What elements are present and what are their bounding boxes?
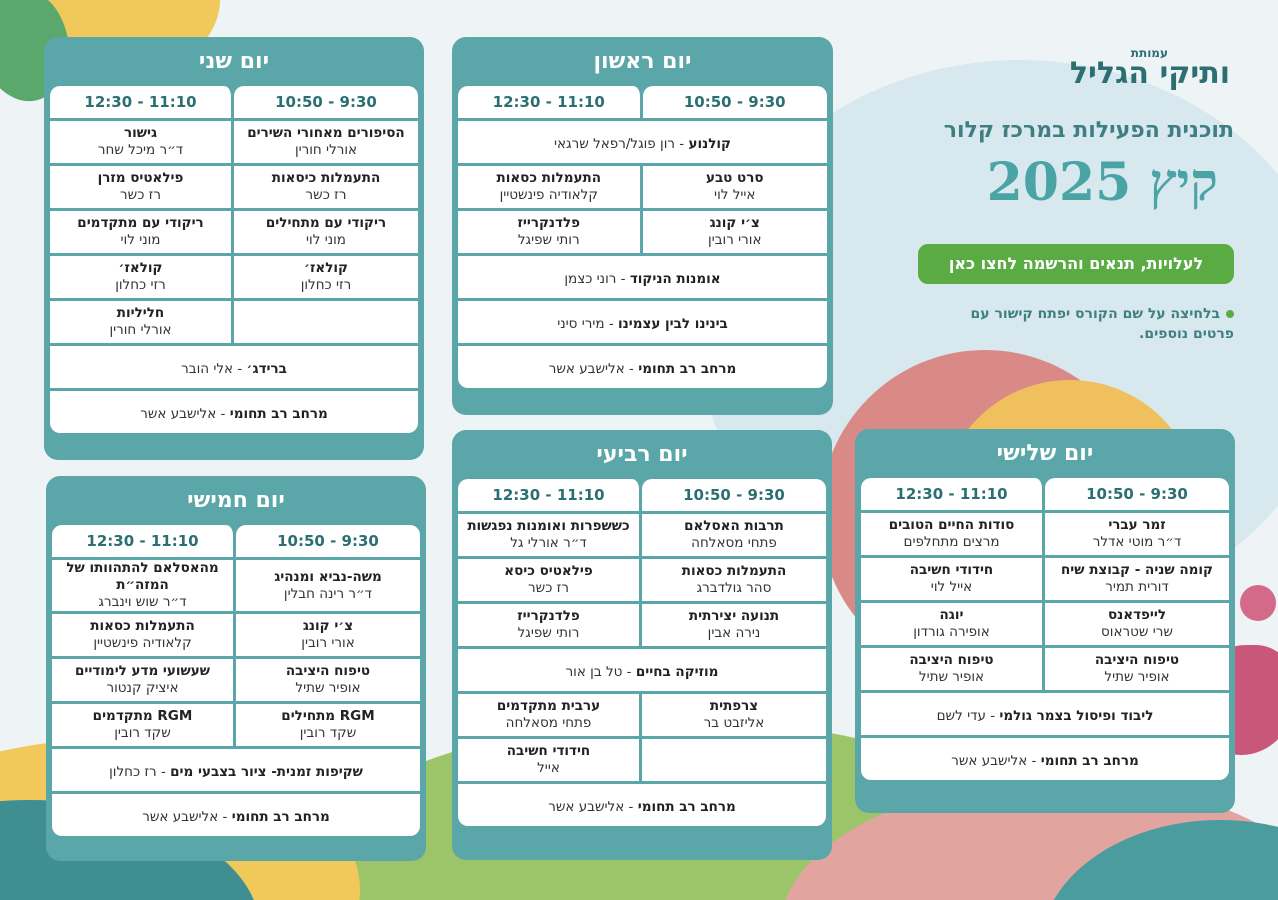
schedule-table <box>458 476 826 829</box>
instructor-name: פתחי מסאלחה <box>691 535 777 551</box>
course-name: חידודי חשיבה <box>909 562 994 578</box>
time-slot-header: 9:30 - 10:50 <box>642 479 826 511</box>
schedule-table <box>861 475 1229 783</box>
course-cell[interactable] <box>642 514 826 556</box>
course-name: הסיפורים מאחורי השירים <box>247 125 405 141</box>
course-cell[interactable] <box>643 166 828 208</box>
course-cell-full[interactable] <box>861 738 1229 780</box>
time-header-row <box>861 478 1229 510</box>
course-name: פלדנקרייז <box>517 215 581 231</box>
course-name: ברידג׳ <box>246 360 287 377</box>
table-row <box>861 603 1229 645</box>
course-cell[interactable] <box>234 211 418 253</box>
table-row <box>50 211 418 253</box>
instructor-name: נירה אבין <box>707 625 761 641</box>
course-cell[interactable] <box>1045 558 1229 600</box>
course-name: בינינו לבין עצמינו <box>618 315 728 332</box>
instructor-name: אלישבע אשר <box>548 360 625 377</box>
course-cell[interactable] <box>1045 603 1229 645</box>
instructor-name: אורלי חורין <box>109 322 172 338</box>
course-name: סרט טבע <box>705 170 764 186</box>
day-title: יום ראשון <box>593 49 692 74</box>
course-name: ערבית מתקדמים <box>496 698 601 714</box>
instructor-name: אורלי חורין <box>294 142 358 158</box>
course-cell-full[interactable] <box>50 391 418 433</box>
course-name: התעמלות כסאות <box>681 563 787 579</box>
course-name: קולנוע <box>688 135 731 152</box>
course-name: קולאז׳ <box>118 260 163 276</box>
course-cell[interactable] <box>236 614 420 656</box>
time-header-row <box>458 479 826 511</box>
season-title: קיץ 2025 <box>986 152 1218 213</box>
instructor-name: רז כשר <box>120 187 161 203</box>
course-cell[interactable] <box>642 694 826 736</box>
course-cell[interactable] <box>861 513 1045 555</box>
instructor-name: ד״ר מוטי אדלר <box>1092 534 1182 550</box>
course-cell[interactable] <box>50 301 234 343</box>
instructor-name: מירי סיני <box>557 315 605 332</box>
time-slot-header: 9:30 - 10:50 <box>234 86 418 118</box>
time-slot-header: 9:30 - 10:50 <box>643 86 828 118</box>
table-row <box>50 256 418 298</box>
instructor-name: אופירה גורדון <box>913 624 990 640</box>
course-cell[interactable] <box>458 166 643 208</box>
table-row <box>458 121 827 163</box>
course-cell[interactable] <box>458 559 642 601</box>
table-row <box>458 604 826 646</box>
instructor-name: דורית תמיר <box>1105 579 1169 595</box>
course-cell <box>234 301 418 343</box>
time-slot-header: 11:10 - 12:30 <box>50 86 234 118</box>
course-name: התעמלות כסאות <box>90 618 195 634</box>
page-title: תוכנית הפעילות במרכז קלור <box>943 118 1234 143</box>
instructor-name: אליזבט בר <box>703 715 765 731</box>
separator: - <box>218 808 232 825</box>
course-name: מרחב רב תחומי <box>637 798 736 815</box>
day-panel-monday <box>44 37 424 460</box>
course-name: כששפרות ואומנות נפגשות <box>467 518 630 534</box>
course-cell[interactable] <box>52 704 236 746</box>
instructor-name: קלאודיה פינשטיין <box>93 635 192 651</box>
course-cell-full[interactable] <box>458 649 826 691</box>
course-name: משה-נביא ומנהיג <box>274 568 382 585</box>
course-name: טיפוח היציבה <box>285 663 371 679</box>
logo-small-text: עמותת <box>1130 46 1168 60</box>
course-cell[interactable] <box>234 166 418 208</box>
course-name: פילאטיס כיסא <box>504 563 593 579</box>
course-cell[interactable] <box>52 560 236 611</box>
course-name: צ׳י קונג <box>302 618 354 634</box>
schedule-table <box>50 83 418 436</box>
course-cell[interactable] <box>50 121 234 163</box>
table-row <box>52 614 420 656</box>
separator: - <box>233 360 247 377</box>
instructor-name: אלי הובר <box>181 360 234 377</box>
bullet-icon <box>1226 310 1234 318</box>
schedule-table <box>52 522 420 839</box>
course-cell[interactable] <box>236 659 420 701</box>
course-cell[interactable] <box>50 211 234 253</box>
instructor-name: שקד רובין <box>299 725 357 741</box>
separator: - <box>624 360 639 377</box>
separator: - <box>604 315 619 332</box>
course-cell[interactable] <box>861 603 1045 645</box>
day-panel-wednesday <box>452 430 832 860</box>
instructor-name: אלישבע אשר <box>548 798 625 815</box>
logo-main-text: ותיקי הגליל <box>1069 56 1230 91</box>
course-name: מוזיקה בחיים <box>635 663 719 680</box>
course-cell[interactable] <box>458 739 642 781</box>
course-cell[interactable] <box>234 256 418 298</box>
course-name: טיפוח היציבה <box>1094 652 1180 668</box>
info-note <box>934 304 1234 344</box>
course-name: פלדנקרייז <box>517 608 580 624</box>
course-name: אומנות הניקוד <box>629 270 721 287</box>
course-cell[interactable] <box>643 211 828 253</box>
table-row <box>50 121 418 163</box>
course-cell[interactable] <box>50 166 234 208</box>
course-cell-full[interactable] <box>458 346 827 388</box>
course-cell[interactable] <box>642 559 826 601</box>
time-slot-header: 11:10 - 12:30 <box>458 86 643 118</box>
course-name: זמר עברי <box>1108 517 1166 533</box>
table-row <box>458 256 827 298</box>
course-name: גישור <box>123 125 157 141</box>
table-row <box>50 166 418 208</box>
day-panel-tuesday <box>855 429 1235 813</box>
separator: - <box>624 798 638 815</box>
day-title: יום רביעי <box>596 442 688 467</box>
separator: - <box>216 405 230 422</box>
instructor-name: אופיר שתיל <box>1104 669 1170 685</box>
instructor-name: רון פוגל/רפאל שרגאי <box>554 135 676 152</box>
course-cell[interactable] <box>458 211 643 253</box>
separator: - <box>675 135 689 152</box>
info-note-text: בלחיצה על שם הקורס יפתח קישור עם פרטים נוספים. <box>970 306 1234 342</box>
instructor-name: אייל לוי <box>930 579 973 595</box>
separator: - <box>622 663 636 680</box>
day-panel-thursday <box>46 476 426 861</box>
instructor-name: מוני לוי <box>306 232 346 248</box>
table-row <box>458 346 827 388</box>
instructor-name: אופיר שתיל <box>918 669 985 685</box>
table-row <box>52 659 420 701</box>
course-name: לייפדאנס <box>1107 607 1167 623</box>
course-cell[interactable] <box>234 121 418 163</box>
table-row <box>458 649 826 691</box>
instructor-name: רז כשר <box>528 580 569 596</box>
course-name: התעמלות כיסאות <box>271 170 381 186</box>
separator: - <box>985 707 1000 724</box>
instructor-name: ד״ר שוש וינברג <box>98 594 187 610</box>
instructor-name: שקד רובין <box>114 725 171 741</box>
table-row <box>50 346 418 388</box>
table-row <box>52 704 420 746</box>
course-name: RGM מתחילים <box>281 708 375 724</box>
time-header-row <box>458 86 827 118</box>
table-row <box>458 784 826 826</box>
instructor-name: מוני לוי <box>120 232 161 248</box>
registration-link-button[interactable]: לעלויות, תנאים והרשמה לחצו כאן <box>918 244 1234 284</box>
time-slot-header: 9:30 - 10:50 <box>1045 478 1229 510</box>
course-name: ריקודי עם מתקדמים <box>77 215 204 231</box>
schedule-table <box>458 83 827 391</box>
day-panel-sunday <box>452 37 833 415</box>
course-cell-full[interactable] <box>458 256 827 298</box>
table-row <box>458 166 827 208</box>
course-cell-full[interactable] <box>52 794 420 836</box>
table-row <box>458 211 827 253</box>
course-name: קולאז׳ <box>304 260 348 276</box>
course-cell[interactable] <box>458 514 642 556</box>
instructor-name: ד״ר אורלי גל <box>510 535 587 551</box>
course-name: פילאטיס מזרן <box>97 170 184 186</box>
time-slot-header: 11:10 - 12:30 <box>458 479 642 511</box>
course-name: מרחב רב תחומי <box>638 360 737 377</box>
time-header-row <box>52 525 420 557</box>
table-row <box>458 514 826 556</box>
course-name: קומה שניה - קבוצת שיח <box>1061 562 1213 578</box>
day-title: יום חמישי <box>187 488 285 513</box>
instructor-name: סהר גולדברג <box>696 580 772 596</box>
time-header-row <box>50 86 418 118</box>
course-name: מהאסלאם להתהוותו של המזה״ת <box>66 560 219 593</box>
instructor-name: איציק קנטור <box>106 680 179 696</box>
instructor-name: אורי רובין <box>708 232 762 248</box>
course-name: חידודי חשיבה <box>506 743 591 759</box>
instructor-name: אייל <box>537 760 560 776</box>
instructor-name: אופיר שתיל <box>295 680 361 696</box>
table-row <box>50 391 418 433</box>
course-name: שעשועי מדע לימודיים <box>75 663 210 679</box>
hibiscus-small-icon <box>1240 585 1276 621</box>
separator: - <box>1027 752 1041 769</box>
course-name: מרחב רב תחומי <box>1040 752 1139 769</box>
course-name: צ׳י קונג <box>709 215 760 231</box>
instructor-name: רותי שפיגל <box>517 232 580 248</box>
day-title: יום שני <box>198 49 270 74</box>
course-cell[interactable] <box>1045 513 1229 555</box>
day-title: יום שלישי <box>996 441 1094 466</box>
instructor-name: טל בן אור <box>565 663 623 680</box>
table-row <box>458 739 826 781</box>
instructor-name: עדי לשם <box>936 707 986 724</box>
instructor-name: אלישבע אשר <box>140 405 217 422</box>
instructor-name: רזי כחלון <box>300 277 352 293</box>
time-slot-header: 9:30 - 10:50 <box>236 525 420 557</box>
course-cell[interactable] <box>52 614 236 656</box>
table-row <box>52 794 420 836</box>
time-slot-header: 11:10 - 12:30 <box>861 478 1045 510</box>
table-row <box>861 693 1229 735</box>
table-row <box>50 301 418 343</box>
course-cell-full[interactable] <box>458 121 827 163</box>
course-cell[interactable] <box>50 256 234 298</box>
course-cell[interactable] <box>458 694 642 736</box>
course-cell[interactable] <box>1045 648 1229 690</box>
course-name: מרחב רב תחומי <box>229 405 328 422</box>
instructor-name: אורי רובין <box>301 635 355 651</box>
instructor-name: אייל לוי <box>714 187 756 203</box>
course-name: ריקודי עם מתחילים <box>265 215 387 231</box>
course-cell[interactable] <box>458 604 642 646</box>
instructor-name: רזי כחלון <box>115 277 166 293</box>
course-name: התעמלות כסאות <box>496 170 601 186</box>
table-row <box>861 648 1229 690</box>
separator: - <box>156 763 171 780</box>
course-name: תרבות האסלאם <box>684 518 784 534</box>
table-row <box>861 513 1229 555</box>
table-row <box>458 694 826 736</box>
course-cell[interactable] <box>642 604 826 646</box>
course-name: שקיפות זמנית- ציור בצבעי מים <box>170 763 363 780</box>
course-name: טיפוח היציבה <box>909 652 994 668</box>
instructor-name: אלישבע אשר <box>142 808 219 825</box>
instructor-name: רוני כצמן <box>564 270 617 287</box>
course-name: צרפתית <box>709 698 759 714</box>
table-row <box>52 749 420 791</box>
table-row <box>458 559 826 601</box>
course-name: סודות החיים הטובים <box>888 517 1015 533</box>
course-cell[interactable] <box>236 704 420 746</box>
logo <box>1050 40 1230 100</box>
instructor-name: רותי שפיגל <box>517 625 580 641</box>
course-name: יוגה <box>939 607 964 623</box>
table-row <box>52 560 420 611</box>
course-cell[interactable] <box>52 659 236 701</box>
instructor-name: שרי שטראוס <box>1101 624 1173 640</box>
course-name: חליליות <box>116 305 165 321</box>
instructor-name: ד״ר מיכל שחר <box>97 142 184 158</box>
course-cell[interactable] <box>861 648 1045 690</box>
course-cell-full[interactable] <box>458 301 827 343</box>
course-cell[interactable] <box>236 560 420 611</box>
instructor-name: קלאודיה פינשטיין <box>499 187 598 203</box>
course-name: מרחב רב תחומי <box>231 808 330 825</box>
table-row <box>861 558 1229 600</box>
instructor-name: מרצים מתחלפים <box>903 534 1000 550</box>
course-cell-full[interactable] <box>458 784 826 826</box>
table-row <box>458 301 827 343</box>
course-name: תנועה יצירתית <box>688 608 780 624</box>
table-row <box>861 738 1229 780</box>
course-cell[interactable] <box>861 558 1045 600</box>
course-cell-full[interactable] <box>50 346 418 388</box>
course-name: RGM מתקדמים <box>92 708 193 724</box>
course-name: ליבוד ופיסול בצמר גולמי <box>999 707 1154 724</box>
course-cell-full[interactable] <box>861 693 1229 735</box>
instructor-name: ד״ר רינה חבלין <box>283 585 373 602</box>
course-cell-full[interactable] <box>52 749 420 791</box>
instructor-name: רז כשר <box>305 187 347 203</box>
time-slot-header: 11:10 - 12:30 <box>52 525 236 557</box>
instructor-name: פתחי מסאלחה <box>505 715 592 731</box>
instructor-name: אלישבע אשר <box>951 752 1028 769</box>
course-cell <box>642 739 826 781</box>
instructor-name: רז כחלון <box>109 763 157 780</box>
separator: - <box>616 270 630 287</box>
